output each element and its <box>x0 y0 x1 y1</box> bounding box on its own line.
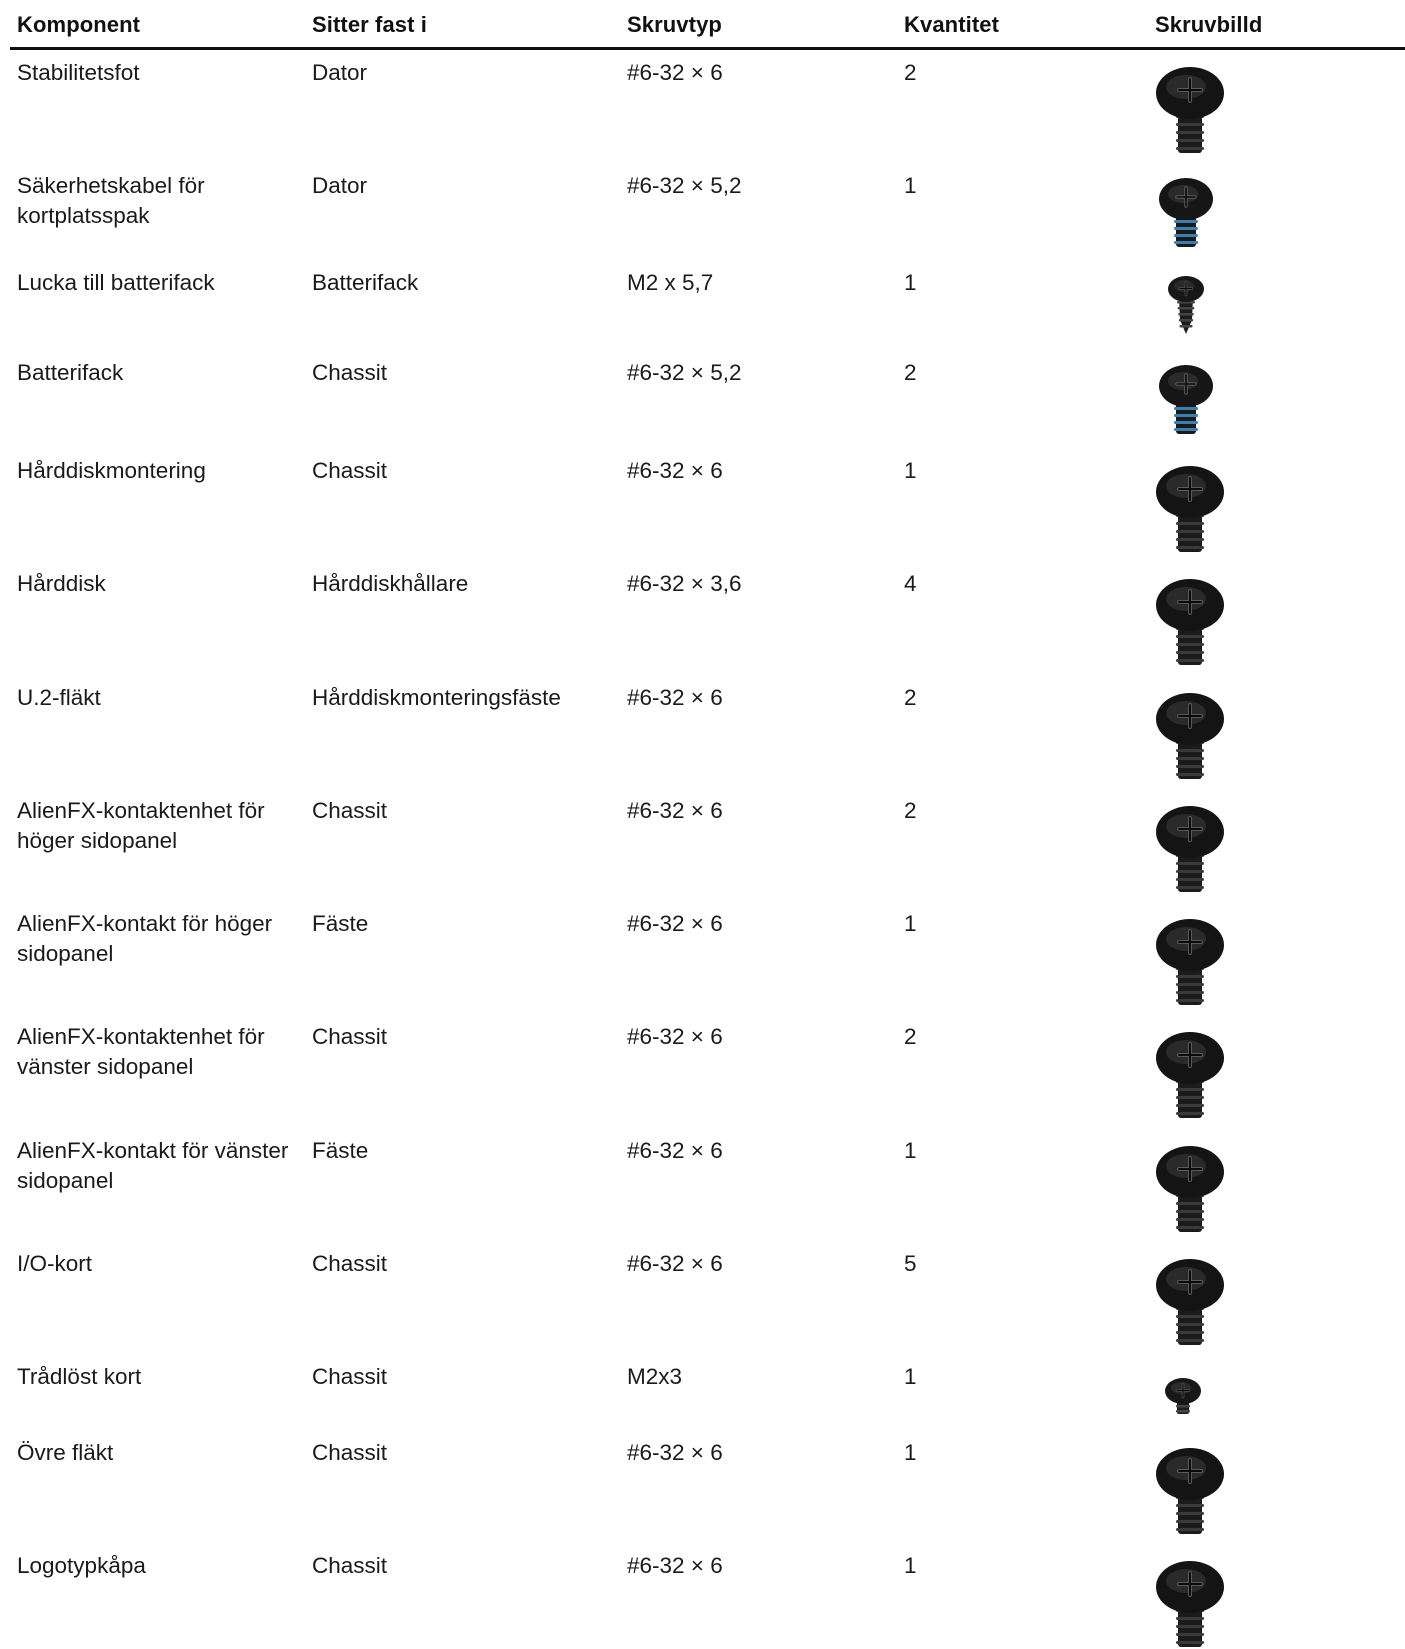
quantity-cell: 1 <box>904 1440 917 1465</box>
quantity-cell: 2 <box>904 360 917 385</box>
component-cell: AlienFX-kontakt för vänster sidopanel <box>17 1138 289 1193</box>
quantity-cell: 1 <box>904 1553 917 1578</box>
quantity-cell: 1 <box>904 1138 917 1163</box>
component-cell: AlienFX-kontaktenhet för vänster sidopanel <box>17 1024 265 1079</box>
screw-large-icon <box>1155 577 1225 667</box>
quantity-cell: 4 <box>904 571 917 596</box>
screw-large-icon <box>1155 1257 1225 1347</box>
header-screw-image: Skruvbilld <box>1155 12 1263 37</box>
attached-to-cell: Batterifack <box>312 270 419 295</box>
component-cell: Batterifack <box>17 360 124 385</box>
component-cell: Trådlöst kort <box>17 1364 142 1389</box>
screw-pointed-icon <box>1166 274 1206 336</box>
component-cell: AlienFX-kontakt för höger sidopanel <box>17 911 273 966</box>
screw-type-cell: #6-32 × 6 <box>627 1138 723 1163</box>
screw-type-cell: M2 x 5,7 <box>627 270 714 295</box>
attached-to-cell: Fäste <box>312 911 369 936</box>
quantity-cell: 2 <box>904 685 917 710</box>
attached-to-cell: Chassit <box>312 1251 388 1276</box>
component-cell: Säkerhetskabel för kortplatsspak <box>17 173 205 228</box>
quantity-cell: 2 <box>904 798 917 823</box>
component-cell: Hårddiskmontering <box>17 458 206 483</box>
component-cell: Lucka till batterifack <box>17 270 215 295</box>
screw-type-cell: #6-32 × 6 <box>627 911 723 936</box>
attached-to-cell: Chassit <box>312 1440 388 1465</box>
attached-to-cell: Chassit <box>312 458 388 483</box>
screw-type-cell: M2x3 <box>627 1364 683 1389</box>
screw-large-icon <box>1155 1559 1225 1649</box>
quantity-cell: 2 <box>904 1024 917 1049</box>
screw-type-cell: #6-32 × 6 <box>627 60 723 85</box>
component-cell: Övre fläkt <box>17 1440 114 1465</box>
quantity-cell: 5 <box>904 1251 917 1276</box>
screw-large-icon <box>1155 917 1225 1007</box>
attached-to-cell: Hårddiskhållare <box>312 571 469 596</box>
screw-large-icon <box>1155 691 1225 781</box>
screw-large-icon <box>1155 804 1225 894</box>
component-cell: Logotypkåpa <box>17 1553 146 1578</box>
component-cell: AlienFX-kontaktenhet för höger sidopanel <box>17 798 265 853</box>
quantity-cell: 1 <box>904 270 917 295</box>
screw-type-cell: #6-32 × 3,6 <box>627 571 742 596</box>
attached-to-cell: Chassit <box>312 360 388 385</box>
component-cell: I/O-kort <box>17 1251 93 1276</box>
screw-blue-thread-icon <box>1158 177 1214 249</box>
screw-large-icon <box>1155 464 1225 554</box>
component-cell: Hårddisk <box>17 571 106 596</box>
component-cell: Stabilitetsfot <box>17 60 140 85</box>
attached-to-cell: Hårddiskmonteringsfäste <box>312 685 561 710</box>
screw-large-icon <box>1155 1030 1225 1120</box>
screw-type-cell: #6-32 × 6 <box>627 1553 723 1578</box>
screw-large-icon <box>1155 1144 1225 1234</box>
quantity-cell: 1 <box>904 458 917 483</box>
screw-large-icon <box>1155 65 1225 155</box>
attached-to-cell: Chassit <box>312 1553 388 1578</box>
screw-type-cell: #6-32 × 6 <box>627 1024 723 1049</box>
screw-type-cell: #6-32 × 6 <box>627 1440 723 1465</box>
quantity-cell: 1 <box>904 911 917 936</box>
quantity-cell: 2 <box>904 60 917 85</box>
component-cell: U.2-fläkt <box>17 685 101 710</box>
quantity-cell: 1 <box>904 173 917 198</box>
attached-to-cell: Chassit <box>312 1024 388 1049</box>
header-component: Komponent <box>17 12 141 37</box>
header-divider <box>10 47 1405 50</box>
screw-blue-thread-icon <box>1158 364 1214 436</box>
header-attached-to: Sitter fast i <box>312 12 427 37</box>
quantity-cell: 1 <box>904 1364 917 1389</box>
header-screw-type: Skruvtyp <box>627 12 722 37</box>
attached-to-cell: Chassit <box>312 798 388 823</box>
screw-type-cell: #6-32 × 6 <box>627 685 723 710</box>
screw-type-cell: #6-32 × 5,2 <box>627 360 742 385</box>
screw-type-cell: #6-32 × 6 <box>627 458 723 483</box>
screw-type-cell: #6-32 × 5,2 <box>627 173 742 198</box>
screw-small-icon <box>1164 1376 1202 1416</box>
attached-to-cell: Dator <box>312 60 368 85</box>
screw-large-icon <box>1155 1446 1225 1536</box>
header-quantity: Kvantitet <box>904 12 1000 37</box>
screw-type-cell: #6-32 × 6 <box>627 1251 723 1276</box>
attached-to-cell: Chassit <box>312 1364 388 1389</box>
attached-to-cell: Dator <box>312 173 368 198</box>
attached-to-cell: Fäste <box>312 1138 369 1163</box>
screw-type-cell: #6-32 × 6 <box>627 798 723 823</box>
